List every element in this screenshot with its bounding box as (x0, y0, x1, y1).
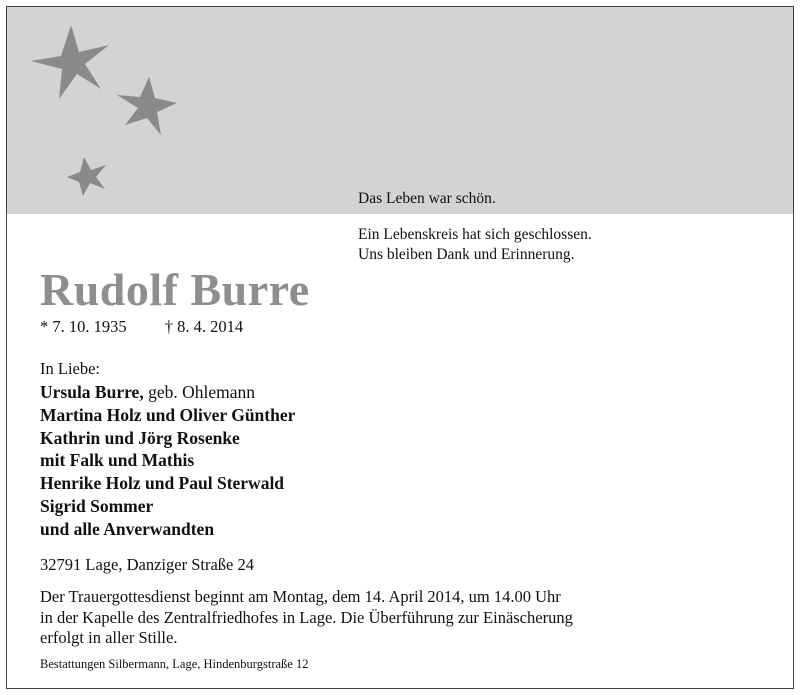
star-large-icon (31, 25, 109, 99)
birth-date: * 7. 10. 1935 (40, 317, 127, 336)
mourner-line: und alle Anverwandten (40, 518, 215, 539)
stars-decoration (7, 7, 793, 214)
header-banner (7, 7, 793, 214)
star-small-icon (67, 157, 106, 196)
obituary-card (6, 6, 794, 689)
mourner-name: Ursula Burre, (40, 382, 144, 402)
service-line: erfolgt in aller Stille. (40, 628, 178, 647)
verse-line: Uns bleiben Dank und Erinnerung. (358, 246, 575, 263)
service-line: Der Trauergottesdienst beginnt am Montag, dem 14. April 2014, um 14.00 Uhr (40, 587, 561, 606)
mourner-line: Henrike Holz und Paul Sterwald (40, 473, 285, 494)
mourner-line: mit Falk und Mathis (40, 450, 195, 471)
mourner-line: Kathrin und Jörg Rosenke (40, 427, 240, 448)
undertaker-info: Bestattungen Silbermann, Lage, Hindenburgstraße 12 (40, 657, 309, 671)
closing-verse (358, 225, 592, 265)
motto: Das Leben war schön. (358, 190, 496, 207)
service-info (40, 587, 573, 649)
verse-line: Ein Lebenskreis hat sich geschlossen. (358, 226, 592, 243)
mourner-line (40, 381, 295, 404)
life-dates (40, 317, 243, 337)
maiden-name: geb. Ohlemann (143, 382, 255, 402)
deceased-name: Rudolf Burre (40, 264, 310, 315)
service-line: in der Kapelle des Zentralfriedhofes in Lage. Die Überführung zur Einäscherung (40, 607, 573, 627)
star-medium-icon (117, 77, 177, 135)
mourner-line: Martina Holz und Oliver Günther (40, 404, 296, 425)
in-love-label: In Liebe: (40, 359, 101, 378)
death-date: † 8. 4. 2014 (164, 317, 244, 336)
mourner-line: Sigrid Sommer (40, 495, 154, 516)
mourners-list (40, 381, 295, 541)
family-address: 32791 Lage, Danziger Straße 24 (40, 555, 254, 574)
